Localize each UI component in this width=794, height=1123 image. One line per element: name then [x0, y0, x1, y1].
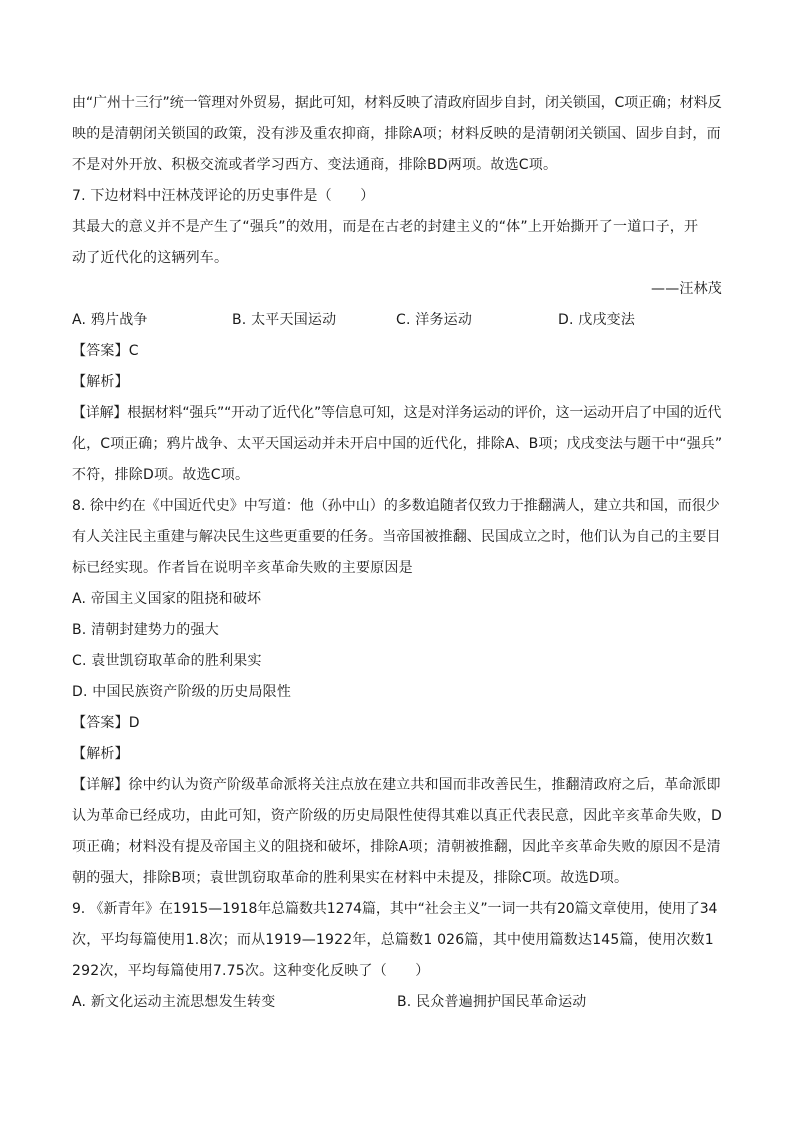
q7-detail-line: 化，C项正确；鸦片战争、太平天国运动并未开启中国的近代化，排除A、B项；戊戌变法与题干中“强兵”	[72, 436, 723, 452]
q8-detail-line: 认为革命已经成功，由此可知，资产阶级的历史局限性使得其难以真正代表民意，因此辛亥革命失败，D	[72, 808, 722, 824]
q9-option-a: A. 新文化运动主流思想发生转变	[72, 994, 276, 1010]
q7-option-a: A. 鸦片战争	[72, 312, 148, 328]
q9-stem-line: 292次，平均每篇使用7.75次。这种变化反映了（ ）	[72, 963, 430, 979]
q8-option-a: A. 帝国主义国家的阻挠和破坏	[72, 591, 262, 607]
q9-option-b: B. 民众普遍拥护国民革命运动	[397, 994, 587, 1010]
q7-option-c: C. 洋务运动	[396, 312, 473, 328]
q7-answer: 【答案】C	[72, 343, 139, 359]
q6-explanation-line: 不是对外开放、积极交流或者学习西方、变法通商，排除BD两项。故选C项。	[72, 157, 558, 173]
q8-option-c: C. 袁世凯窃取革命的胜利果实	[72, 653, 262, 669]
q9-options	[72, 987, 722, 1018]
q6-explanation-line: 由“广州十三行”统一管理对外贸易，据此可知，材料反映了清政府固步自封，闭关锁国，C项正确；材料反	[72, 95, 722, 111]
q8-detail-line: 项正确；材料没有提及帝国主义的阻挠和破坏，排除A项；清朝被推翻，因此辛亥革命失败的原因不是清	[72, 839, 721, 855]
q9-stem-line: 9. 《新青年》在1915—1918年总篇数共1274篇，其中“社会主义”一词一共有20篇文章使用，使用了34	[72, 901, 718, 917]
q7-option-b: B. 太平天国运动	[232, 312, 337, 328]
q6-explanation-line: 映的是清朝闭关锁国的政策，没有涉及重农抑商，排除A项；材料反映的是清朝闭关锁国、固步自封，而	[72, 126, 721, 142]
q8-analysis-label: 【解析】	[72, 746, 129, 762]
q7-detail-line: 不符，排除D项。故选C项。	[72, 467, 250, 483]
q8-stem-line: 8. 徐中约在《中国近代史》中写道：他（孙中山）的多数追随者仅致力于推翻满人，建立共和国，而很少	[72, 498, 720, 514]
q7-option-d: D. 戊戌变法	[558, 312, 636, 328]
q8-detail-line: 朝的强大，排除B项；袁世凯窃取革命的胜利果实在材料中未提及，排除C项。故选D项。	[72, 870, 629, 886]
q7-analysis-label: 【解析】	[72, 374, 129, 390]
q8-option-b: B. 清朝封建势力的强大	[72, 622, 219, 638]
q7-detail-line: 【详解】根据材料“强兵”“开动了近代化”等信息可知，这是对洋务运动的评价，这一运动开启了中国的近代	[72, 405, 722, 421]
q7-options	[72, 305, 722, 336]
q9-stem-line: 次，平均每篇使用1.8次；而从1919—1922年，总篇数1 026篇，其中使用篇数达145篇，使用次数1	[72, 932, 714, 948]
q8-option-d: D. 中国民族资产阶级的历史局限性	[72, 684, 292, 700]
q7-source: ——汪林茂	[651, 281, 722, 297]
q7-stem: 7. 下边材料中汪林茂评论的历史事件是（ ）	[72, 188, 375, 204]
q8-stem-line: 有人关注民主重建与解决民生这些更重要的任务。当帝国被推翻、民国成立之时，他们认为自己的主要目	[72, 529, 721, 545]
q8-stem-line: 标已经实现。作者旨在说明辛亥革命失败的主要原因是	[72, 560, 413, 576]
q7-material-line: 其最大的意义并不是产生了“强兵”的效用，而是在古老的封建主义的“体”上开始撕开了一道口子，开	[72, 219, 699, 235]
q8-answer: 【答案】D	[72, 715, 140, 731]
q8-detail-line: 【详解】徐中约认为资产阶级革命派将关注点放在建立共和国而非改善民生，推翻清政府之后，革命派即	[72, 777, 721, 793]
q7-material-line: 动了近代化的这辆列车。	[72, 250, 229, 266]
exam-page	[72, 88, 722, 1018]
